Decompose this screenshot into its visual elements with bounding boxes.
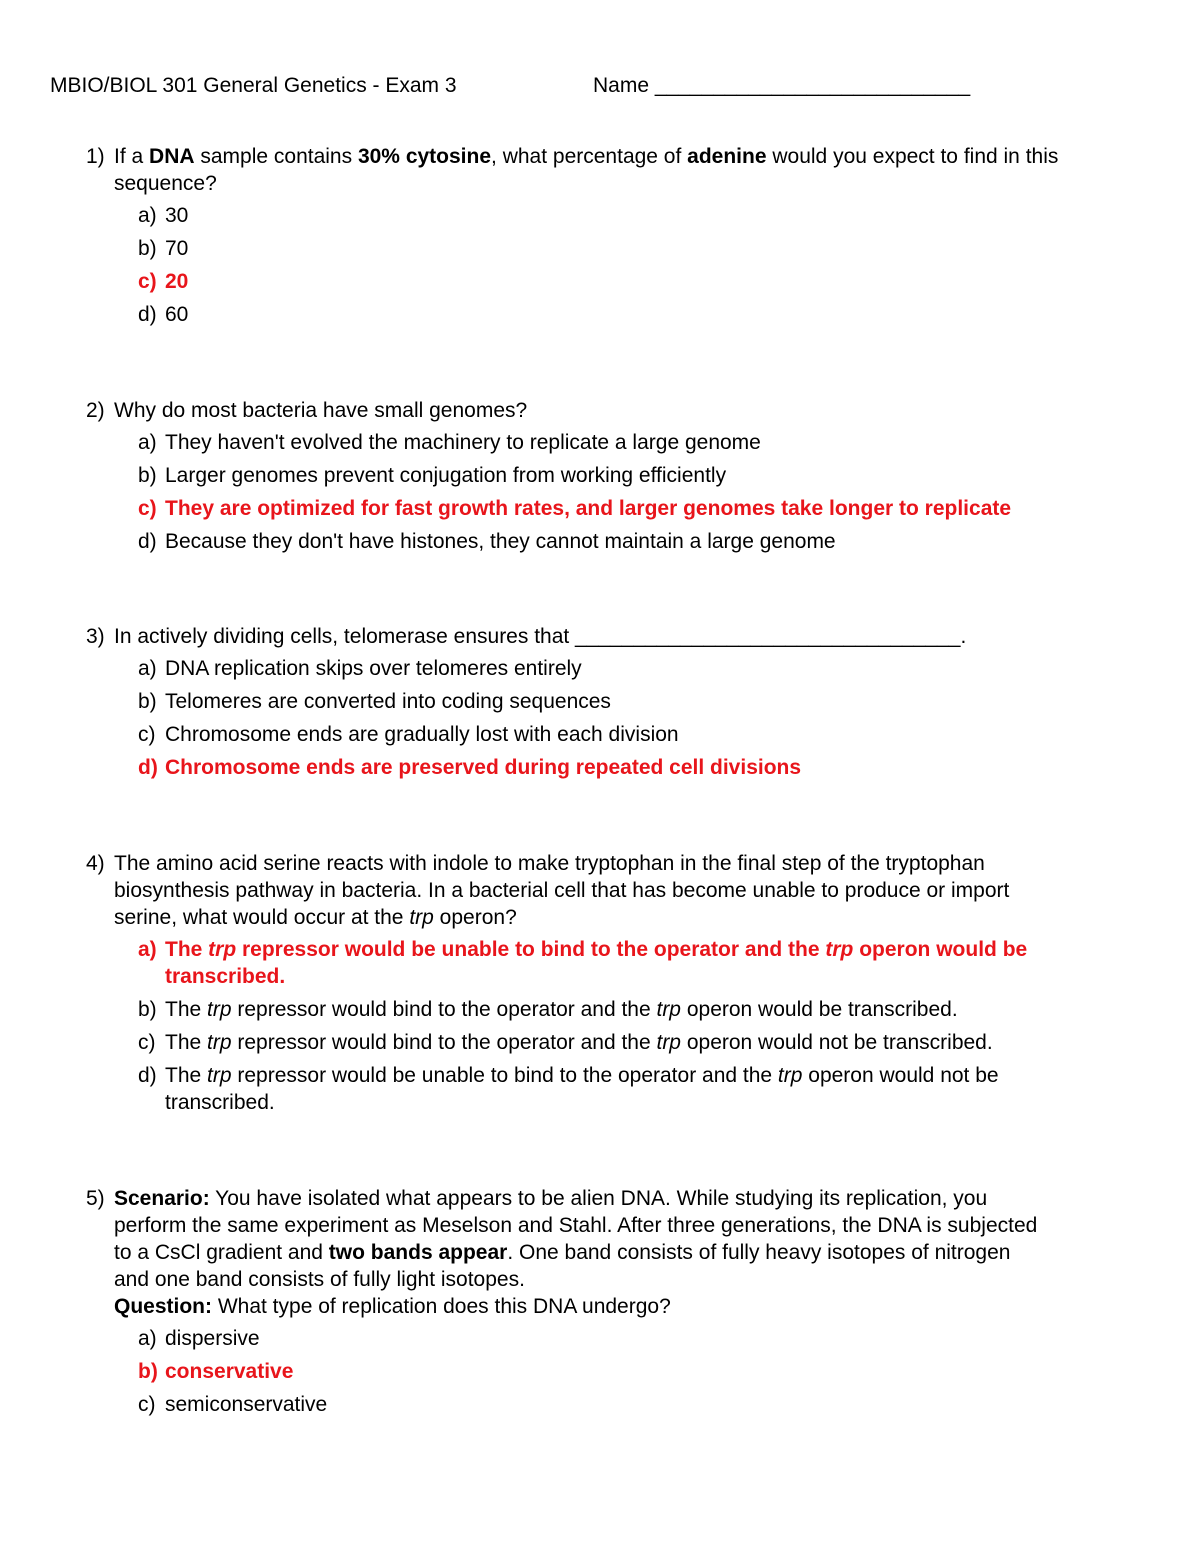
stem-text: , what percentage of [491,145,688,168]
option-text: repressor would bind to the operator and the [231,998,657,1021]
option-text: repressor would bind to the operator and the [231,1031,657,1054]
option-letter: d) [138,756,158,779]
question-stem [86,397,1166,424]
option-text: Chromosome ends are gradually lost with each division [165,723,679,746]
stem-line: The amino acid serine reacts with indole to make tryptophan in the final step of the tryptophan [114,852,985,875]
stem-text: What type of replication does this DNA undergo? [212,1295,671,1318]
option-text: The [165,1031,208,1054]
option-letter: b) [138,1360,158,1383]
answer-option-c [86,1029,1166,1056]
option-text: DNA replication skips over telomeres entirely [165,657,582,680]
question-number: 2) [86,399,105,422]
answer-option-a [86,1325,1166,1352]
stem-italic-text: trp [409,906,434,929]
course-title: MBIO/BIOL 301 General Genetics - Exam 3 [50,74,457,97]
answer-option-d [86,1062,1166,1116]
answer-option-c [86,721,1166,748]
stem-line: biosynthesis pathway in bacteria. In a bacterial cell that has become unable to produce or import [114,879,1010,902]
option-letter: c) [138,270,157,293]
stem-line: and one band consists of fully light isotopes. [114,1268,525,1291]
option-italic-text: trp [825,938,854,961]
stem-text: to a CsCl gradient and [114,1241,329,1264]
name-field-label: Name ___________________________ [593,74,971,97]
option-letter: d) [138,530,157,553]
stem-bold-text: adenine [687,145,767,168]
option-line [165,1062,1166,1089]
option-text: 30 [165,204,189,227]
answer-option-b [86,996,1166,1023]
option-letter: d) [138,1064,157,1087]
option-italic-text: trp [207,998,232,1021]
option-text: The [165,1064,208,1087]
option-italic-text: trp [777,1064,803,1087]
stem-bold-text: DNA [149,145,195,168]
stem-line [114,904,1166,931]
answer-options [86,655,1166,781]
answer-options [86,202,1166,328]
answer-options [86,429,1166,555]
answer-options [86,936,1166,1116]
option-text: 20 [165,270,189,293]
stem-line [114,1293,1166,1320]
option-text: Chromosome ends are preserved during repeated cell divisions [165,756,802,779]
answer-option-b-correct [86,1358,1166,1385]
option-letter: b) [138,998,157,1021]
option-letter: c) [138,723,156,746]
answer-option-a [86,202,1166,229]
option-letter: d) [138,303,157,326]
answer-option-a [86,429,1166,456]
question-2 [86,397,1166,561]
answer-option-d [86,528,1166,555]
answer-option-b [86,462,1166,489]
option-text: Larger genomes prevent conjugation from working efficiently [165,464,727,487]
stem-text: serine, what would occur at the [114,906,410,929]
question-stem [86,623,1166,650]
stem-line [114,1239,1166,1266]
option-text: operon would be [853,938,1028,961]
option-text: Because they don't have histones, they cannot maintain a large genome [165,530,836,553]
option-text: They are optimized for fast growth rates, and larger genomes take longer to replicate [165,497,1012,520]
stem-line: perform the same experiment as Meselson and Stahl. After three generations, the DNA is subjected [114,1214,1038,1237]
option-letter: a) [138,431,157,454]
answer-option-a-correct [86,936,1166,990]
option-italic-text: trp [208,938,237,961]
stem-text: . One band consists of fully heavy isotopes of nitrogen [507,1241,1011,1264]
stem-text: You have isolated what appears to be alien DNA. While studying its replication, you [209,1187,988,1210]
scenario-label: Scenario: [114,1187,210,1210]
answer-options [86,1325,1166,1418]
option-letter: a) [138,657,157,680]
option-text: operon would not be [802,1064,999,1087]
option-text: 60 [165,303,189,326]
stem-text: sample contains [194,145,358,168]
option-letter: b) [138,464,157,487]
option-letter: a) [138,938,157,961]
stem-text: would you expect to find in this sequence? [114,145,1059,195]
stem-text: If a [114,145,150,168]
option-line: transcribed. [165,1091,275,1114]
option-text: The [165,998,208,1021]
question-stem [86,1185,1166,1320]
question-4 [86,850,1166,1122]
stem-bold-text: 30% cytosine [357,145,492,168]
option-letter: c) [138,1393,156,1416]
question-stem [86,143,1166,197]
option-text: They haven't evolved the machinery to replicate a large genome [165,431,761,454]
question-stem [86,850,1166,931]
option-letter: b) [138,237,157,260]
answer-option-a [86,655,1166,682]
question-number: 5) [86,1187,105,1210]
option-italic-text: trp [207,1064,232,1087]
question-label: Question: [114,1295,212,1318]
answer-option-b [86,235,1166,262]
answer-option-b [86,688,1166,715]
answer-option-d [86,301,1166,328]
question-number: 1) [86,145,105,168]
option-italic-text: trp [656,1031,681,1054]
option-letter: c) [138,1031,156,1054]
question-3 [86,623,1166,787]
question-1 [86,143,1166,334]
option-letter: a) [138,1327,157,1350]
option-text: repressor would be unable to bind to the operator and the [236,938,826,961]
answer-option-c [86,1391,1166,1418]
option-text: semiconservative [165,1393,328,1416]
question-number: 3) [86,625,105,648]
option-text: dispersive [165,1327,260,1350]
question-number: 4) [86,852,105,875]
option-text: conservative [165,1360,294,1383]
option-italic-text: trp [656,998,681,1021]
exam-header [50,72,1150,100]
option-line: transcribed. [165,965,286,988]
option-text: operon would not be transcribed. [681,1031,993,1054]
option-line [165,936,1166,963]
option-text: repressor would be unable to bind to the operator and the [231,1064,778,1087]
stem-line [114,1185,1166,1212]
option-letter: a) [138,204,157,227]
stem-text: Why do most bacteria have small genomes? [114,399,528,422]
option-text: operon would be transcribed. [681,998,958,1021]
answer-option-c-correct [86,495,1166,522]
answer-option-d-correct [86,754,1166,781]
option-italic-text: trp [207,1031,232,1054]
answer-option-c-correct [86,268,1166,295]
option-text: Telomeres are converted into coding sequences [165,690,611,713]
stem-bold-text: two bands appear [328,1241,508,1264]
option-letter: b) [138,690,157,713]
option-letter: c) [138,497,157,520]
option-text: The [165,938,209,961]
question-5 [86,1185,1166,1424]
stem-text: operon? [433,906,517,929]
option-text: 70 [165,237,189,260]
stem-text: In actively dividing cells, telomerase ensures that _________________________________. [114,625,967,648]
